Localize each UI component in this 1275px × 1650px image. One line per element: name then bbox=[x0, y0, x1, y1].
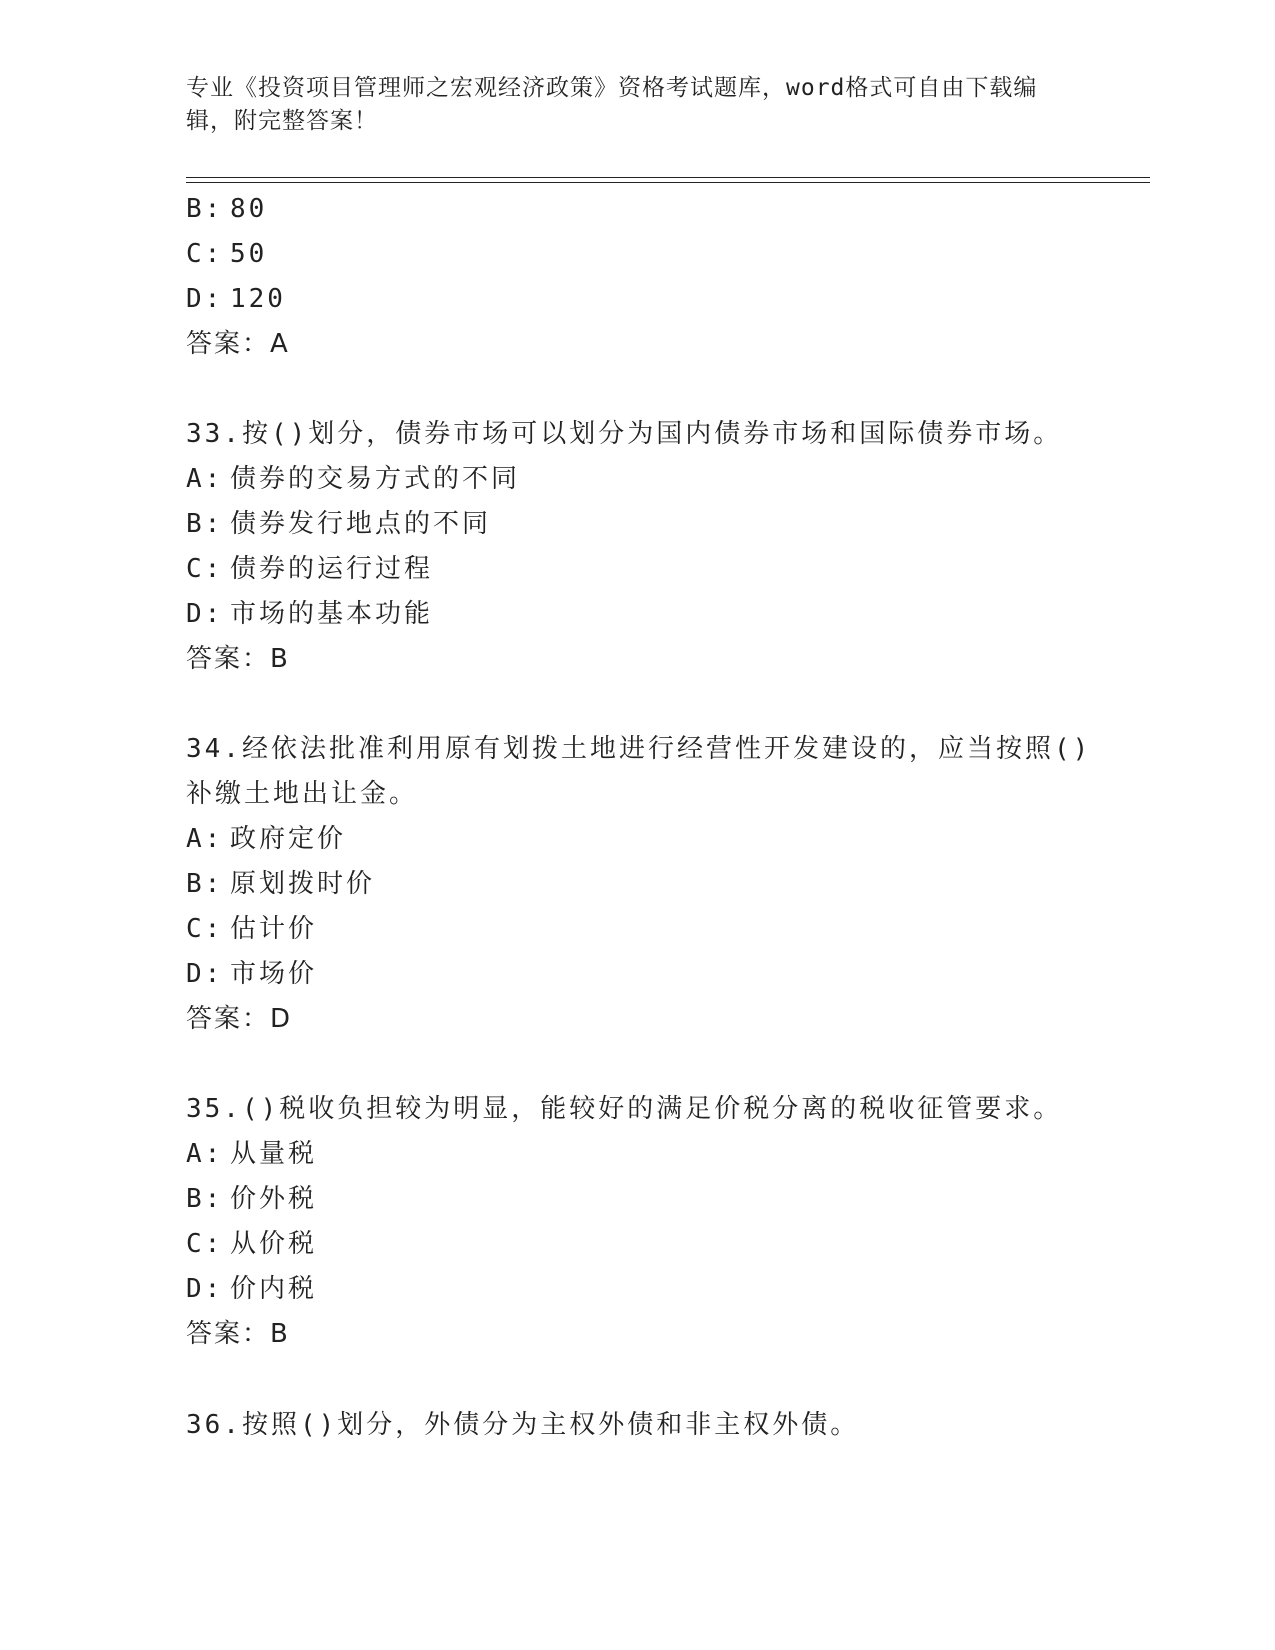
q35-option-a: A: 从量税 bbox=[186, 1139, 318, 1169]
q35-option-b: B: 价外税 bbox=[186, 1184, 318, 1214]
question-36-stem: 36.按照()划分，外债分为主权外债和非主权外债。 bbox=[186, 1410, 860, 1440]
q33-answer: 答案：B bbox=[186, 644, 290, 674]
q35-option-c: C: 从价税 bbox=[186, 1229, 318, 1259]
q34-option-c: C: 估计价 bbox=[186, 914, 318, 944]
q34-answer: 答案：D bbox=[186, 1004, 293, 1034]
header-line-2: 辑，附完整答案！ bbox=[186, 108, 378, 134]
option-d: D: 120 bbox=[186, 284, 286, 314]
q34-option-d: D: 市场价 bbox=[186, 959, 318, 989]
answer-label: 答案：A bbox=[186, 329, 290, 359]
header-divider-bottom bbox=[186, 182, 1150, 183]
question-34-stem-line-2: 补缴土地出让金。 bbox=[186, 779, 419, 809]
header-line-1: 专业《投资项目管理师之宏观经济政策》资格考试题库，word格式可自由下载编 bbox=[186, 75, 1038, 101]
question-33-stem: 33.按()划分，债券市场可以划分为国内债券市场和国际债券市场。 bbox=[186, 419, 1063, 449]
q35-answer: 答案：B bbox=[186, 1319, 290, 1349]
q34-option-b: B: 原划拨时价 bbox=[186, 869, 376, 899]
q33-option-b: B: 债券发行地点的不同 bbox=[186, 509, 492, 539]
option-c: C: 50 bbox=[186, 239, 268, 269]
option-b: B: 80 bbox=[186, 194, 268, 224]
question-34-stem-line-1: 34.经依法批准利用原有划拨土地进行经营性开发建设的，应当按照() bbox=[186, 734, 1092, 764]
q33-option-d: D: 市场的基本功能 bbox=[186, 599, 434, 629]
q34-option-a: A: 政府定价 bbox=[186, 824, 347, 854]
q33-option-a: A: 债券的交易方式的不同 bbox=[186, 464, 521, 494]
header-divider-top bbox=[186, 177, 1150, 178]
document-header bbox=[186, 72, 1086, 138]
q35-option-d: D: 价内税 bbox=[186, 1274, 318, 1304]
q33-option-c: C: 债券的运行过程 bbox=[186, 554, 434, 584]
question-35-stem: 35.()税收负担较为明显，能较好的满足价税分离的税收征管要求。 bbox=[186, 1094, 1063, 1124]
